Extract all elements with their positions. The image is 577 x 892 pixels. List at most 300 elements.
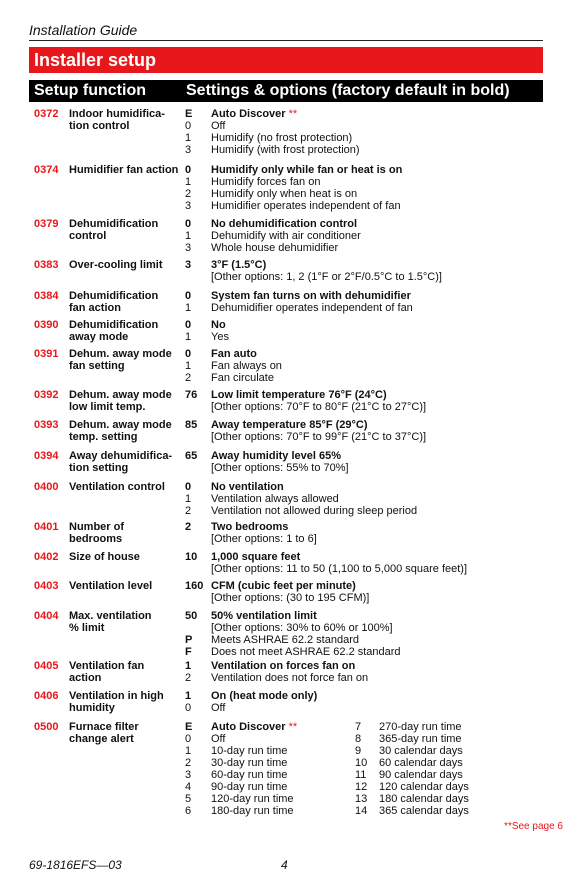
page-number: 4 [281, 858, 288, 872]
option-value [185, 271, 211, 283]
option-text [211, 757, 287, 769]
option-label: Meets ASHRAE 62.2 standard [211, 634, 359, 646]
option-line [185, 781, 355, 793]
option-value: 4 [185, 781, 192, 793]
option-value: 0 [185, 290, 192, 302]
setting-code: 0402 [34, 551, 59, 563]
function-line: Dehum. away mode [69, 389, 172, 401]
option-line [185, 242, 543, 254]
header-rule [29, 40, 543, 41]
setting-options [185, 319, 543, 343]
option-line [185, 745, 355, 757]
option-line [185, 200, 543, 212]
option-value: 2 [185, 505, 192, 517]
setting-options [185, 164, 543, 212]
option-label: Humidifier operates independent of fan [211, 200, 401, 212]
options-column-right [355, 721, 525, 817]
option-value: 1 [185, 360, 192, 372]
option-line [185, 505, 543, 517]
option-value: 76 [185, 389, 198, 401]
function-line: Ventilation in high [69, 690, 164, 702]
option-text [211, 108, 297, 120]
option-value [185, 563, 211, 575]
option-text [211, 144, 360, 156]
option-line [185, 372, 543, 384]
option-text [211, 331, 229, 343]
setting-options [185, 108, 543, 156]
option-line [185, 188, 543, 200]
function-line: action [69, 672, 102, 684]
option-value: 1 [185, 660, 192, 672]
function-line: Size of house [69, 551, 140, 563]
setting-options [185, 389, 543, 413]
option-value [185, 401, 211, 413]
option-line [185, 733, 355, 745]
function-line: Max. ventilation [69, 610, 152, 622]
option-text [211, 176, 320, 188]
setting-function [69, 290, 185, 314]
option-label: 180-day run time [211, 805, 294, 817]
option-text [379, 721, 462, 733]
option-label: 60-day run time [211, 769, 288, 781]
option-label: Humidify only while fan or heat is on [211, 164, 403, 176]
option-value: 2 [185, 672, 192, 684]
option-label: 1,000 square feet [211, 551, 301, 563]
option-value: 0 [185, 218, 192, 230]
option-label: [Other options: 11 to 50 (1,100 to 5,000 square feet)] [211, 563, 468, 575]
option-line [185, 108, 543, 120]
option-label: 365-day run time [379, 733, 462, 745]
option-value [185, 533, 211, 545]
option-line [185, 144, 543, 156]
option-value: 2 [185, 757, 192, 769]
option-label: Fan auto [211, 348, 257, 360]
setting-options [185, 218, 543, 254]
option-line [185, 634, 543, 646]
option-value: 3 [185, 259, 192, 271]
function-line: control [69, 230, 107, 242]
option-text [211, 721, 297, 733]
option-value: 85 [185, 419, 198, 431]
function-line: Dehum. away mode [69, 348, 172, 360]
option-line [185, 302, 543, 314]
setting-options [185, 580, 543, 604]
setting-code: 0390 [34, 319, 59, 331]
function-line: Dehum. away mode [69, 419, 172, 431]
option-label: 90-day run time [211, 781, 288, 793]
option-text [211, 372, 274, 384]
option-label: Two bedrooms [211, 521, 289, 533]
setting-row-0402 [29, 551, 543, 575]
setting-function [69, 580, 185, 604]
option-label: 365 calendar days [379, 805, 469, 817]
function-line: Over-cooling limit [69, 259, 163, 271]
setting-code: 0379 [34, 218, 59, 230]
option-text [211, 660, 355, 672]
option-text [211, 259, 266, 271]
option-value: 65 [185, 450, 198, 462]
option-line [185, 462, 543, 474]
option-line [185, 450, 543, 462]
option-text [211, 319, 226, 331]
option-line [185, 120, 543, 132]
option-value: 0 [185, 120, 192, 132]
footnote-marker: ** [288, 108, 298, 120]
option-line [185, 702, 543, 714]
option-text [211, 580, 356, 592]
option-value: 7 [355, 721, 362, 733]
option-line [185, 793, 355, 805]
option-line [185, 622, 543, 634]
option-text [211, 690, 317, 702]
option-label: Does not meet ASHRAE 62.2 standard [211, 646, 401, 658]
setting-row-0390 [29, 319, 543, 343]
option-text [211, 481, 284, 493]
option-value: 1 [185, 331, 192, 343]
option-value: 3 [185, 242, 192, 254]
option-text [211, 610, 317, 622]
option-line [185, 690, 543, 702]
setting-code: 0393 [34, 419, 59, 431]
option-text [211, 200, 401, 212]
setting-options [185, 610, 543, 658]
option-text [211, 360, 282, 372]
setting-code: 0400 [34, 481, 59, 493]
setting-function [69, 259, 185, 283]
option-value: 0 [185, 348, 192, 360]
setting-function [69, 218, 185, 254]
setting-options [185, 551, 543, 575]
option-value: 1 [185, 302, 192, 314]
option-line [185, 672, 543, 684]
option-label: Humidify (with frost protection) [211, 144, 360, 156]
setting-options [185, 259, 543, 283]
option-line [185, 551, 543, 563]
function-line: Dehumidification [69, 319, 159, 331]
option-line [355, 721, 525, 733]
option-value: 10 [355, 757, 368, 769]
setting-function [69, 610, 185, 658]
option-line [185, 610, 543, 622]
setting-row-0404 [29, 610, 543, 658]
setting-code: 0392 [34, 389, 59, 401]
option-text [211, 781, 287, 793]
option-text [211, 622, 393, 634]
option-text [379, 757, 463, 769]
option-line [185, 389, 543, 401]
setting-function [69, 721, 185, 817]
option-text [211, 431, 426, 443]
setting-function [69, 690, 185, 714]
option-value: 0 [185, 481, 192, 493]
function-line: tion setting [69, 462, 129, 474]
option-label: 180 calendar days [379, 793, 469, 805]
option-line [355, 805, 525, 817]
option-value: 1 [185, 690, 192, 702]
option-value: F [185, 646, 192, 658]
option-text [379, 745, 463, 757]
setting-options [185, 348, 543, 384]
option-label: 270-day run time [379, 721, 462, 733]
setting-function [69, 660, 185, 684]
option-text [211, 389, 387, 401]
option-line [185, 431, 543, 443]
option-text [211, 521, 288, 533]
setting-options [185, 721, 543, 817]
option-label: CFM (cubic feet per minute) [211, 580, 356, 592]
function-line: Furnace filter [69, 721, 139, 733]
option-text [379, 793, 469, 805]
option-line [185, 769, 355, 781]
option-line [185, 493, 543, 505]
option-line [355, 781, 525, 793]
option-label: 30 calendar days [379, 745, 463, 757]
option-line [185, 533, 543, 545]
option-label: Auto Discover [211, 108, 286, 120]
option-text [211, 672, 368, 684]
setting-options [185, 521, 543, 545]
footnote-marker: ** [288, 721, 298, 733]
option-label: 10-day run time [211, 745, 288, 757]
option-text [211, 592, 369, 604]
option-value: 50 [185, 610, 198, 622]
option-label: [Other options: (30 to 195 CFM)] [211, 592, 370, 604]
option-text [211, 242, 338, 254]
setting-code: 0384 [34, 290, 59, 302]
option-text [211, 348, 257, 360]
section-title: Installer setup [34, 50, 157, 70]
option-text [211, 769, 287, 781]
option-label: 50% ventilation limit [211, 610, 317, 622]
setting-code: 0383 [34, 259, 59, 271]
setting-row-0394 [29, 450, 543, 474]
option-value: 3 [185, 200, 192, 212]
option-value: 1 [185, 176, 192, 188]
setting-options [185, 290, 543, 314]
setting-code: 0500 [34, 721, 59, 733]
option-value: 14 [355, 805, 368, 817]
option-label: Humidify forces fan on [211, 176, 321, 188]
option-text [211, 290, 411, 302]
option-value [185, 462, 211, 474]
setting-code: 0394 [34, 450, 59, 462]
setting-function [69, 481, 185, 517]
options-column-left [185, 721, 355, 817]
option-value: 3 [185, 769, 192, 781]
option-text [211, 646, 401, 658]
option-label: [Other options: 70°F to 99°F (21°C to 37°C)] [211, 431, 427, 443]
option-label: Dehumidifier operates independent of fan [211, 302, 413, 314]
option-text [211, 401, 426, 413]
option-line [185, 563, 543, 575]
option-value: E [185, 721, 193, 733]
option-value: E [185, 108, 193, 120]
function-line: tion control [69, 120, 130, 132]
option-line [185, 290, 543, 302]
option-line [185, 401, 543, 413]
option-label: Ventilation not allowed during sleep period [211, 505, 418, 517]
option-line [185, 805, 355, 817]
setting-row-0393 [29, 419, 543, 443]
option-value: 10 [185, 551, 198, 563]
setting-code: 0405 [34, 660, 59, 672]
function-line: low limit temp. [69, 401, 146, 413]
option-text [211, 733, 225, 745]
option-line [185, 271, 543, 283]
setting-function [69, 164, 185, 212]
option-text [211, 551, 300, 563]
function-line: humidity [69, 702, 115, 714]
option-value: 2 [185, 521, 192, 533]
setting-row-0403 [29, 580, 543, 604]
option-line [185, 721, 355, 733]
option-line [185, 521, 543, 533]
option-text [211, 188, 357, 200]
option-label: Off [211, 120, 226, 132]
function-line: away mode [69, 331, 129, 343]
column-header-function: Setup function [34, 82, 146, 99]
option-text [211, 462, 349, 474]
option-text [379, 781, 469, 793]
option-value: 0 [185, 319, 192, 331]
function-line: Dehumidification [69, 218, 159, 230]
option-value: 1 [185, 132, 192, 144]
option-value: 13 [355, 793, 368, 805]
option-value [185, 622, 211, 634]
option-value: 11 [355, 769, 367, 781]
setting-row-0400 [29, 481, 543, 517]
option-label: 3°F (1.5°C) [211, 259, 267, 271]
function-line: change alert [69, 733, 134, 745]
setting-function [69, 419, 185, 443]
option-value: 9 [355, 745, 362, 757]
option-label: [Other options: 1, 2 (1°F or 2°F/0.5°C to 1.5°C)] [211, 271, 442, 283]
option-label: 90 calendar days [379, 769, 463, 781]
column-header-settings: Settings & options (factory default in bold) [186, 82, 510, 99]
option-label: Auto Discover [211, 721, 286, 733]
option-label: [Other options: 1 to 6] [211, 533, 317, 545]
option-value: 12 [355, 781, 368, 793]
option-value: 1 [185, 230, 192, 242]
option-label: 120-day run time [211, 793, 294, 805]
setting-function [69, 551, 185, 575]
option-label: Away humidity level 65% [211, 450, 342, 462]
option-label: [Other options: 55% to 70%] [211, 462, 349, 474]
option-text [211, 745, 287, 757]
option-text [211, 218, 357, 230]
setting-row-0383 [29, 259, 543, 283]
function-line: Number of [69, 521, 124, 533]
option-text [211, 634, 359, 646]
option-line [185, 360, 543, 372]
function-line: Humidifier fan action [69, 164, 179, 176]
setting-row-0401 [29, 521, 543, 545]
option-line [185, 580, 543, 592]
option-label: Yes [211, 331, 229, 343]
option-label: Humidify (no frost protection) [211, 132, 353, 144]
option-line [185, 176, 543, 188]
setting-code: 0372 [34, 108, 59, 120]
function-line: Away dehumidifica- [69, 450, 173, 462]
option-text [211, 793, 294, 805]
option-text [211, 271, 442, 283]
setting-options [185, 481, 543, 517]
option-text [211, 702, 225, 714]
setting-function [69, 108, 185, 156]
option-label: No dehumidification control [211, 218, 358, 230]
option-line [185, 132, 543, 144]
option-label: System fan turns on with dehumidifier [211, 290, 411, 302]
option-value: 0 [185, 733, 192, 745]
option-text [379, 733, 462, 745]
setting-options [185, 419, 543, 443]
option-value: 160 [185, 580, 204, 592]
option-line [355, 733, 525, 745]
setting-code: 0391 [34, 348, 59, 360]
option-text [211, 230, 361, 242]
option-line [185, 660, 543, 672]
option-label: 60 calendar days [379, 757, 463, 769]
function-line: Ventilation fan [69, 660, 145, 672]
option-value [185, 592, 211, 604]
setting-code: 0404 [34, 610, 59, 622]
document-number: 69-1816EFS—03 [29, 858, 122, 872]
option-line [355, 769, 525, 781]
option-value: 2 [185, 372, 192, 384]
option-line [185, 348, 543, 360]
option-text [211, 120, 225, 132]
function-line: Indoor humidifica- [69, 108, 165, 120]
option-label: Fan circulate [211, 372, 274, 384]
option-text [379, 769, 463, 781]
setting-row-0405 [29, 660, 543, 684]
option-label: No ventilation [211, 481, 284, 493]
setting-row-0372 [29, 108, 543, 156]
option-value: 6 [185, 805, 192, 817]
option-value: 0 [185, 164, 192, 176]
option-label: [Other options: 70°F to 80°F (21°C to 27°C)] [211, 401, 427, 413]
option-label: Ventilation always allowed [211, 493, 339, 505]
setting-row-0392 [29, 389, 543, 413]
section-banner [29, 47, 543, 73]
setting-code: 0374 [34, 164, 59, 176]
setting-row-0379 [29, 218, 543, 254]
function-line: bedrooms [69, 533, 123, 545]
option-value [185, 431, 211, 443]
option-value: 5 [185, 793, 192, 805]
option-label: No [211, 319, 226, 331]
option-label: Whole house dehumidifier [211, 242, 339, 254]
function-line: % limit [69, 622, 105, 634]
function-line: Dehumidification [69, 290, 159, 302]
option-line [355, 793, 525, 805]
setting-function [69, 450, 185, 474]
setting-code: 0406 [34, 690, 59, 702]
option-line [185, 259, 543, 271]
option-text [211, 132, 352, 144]
option-label: 120 calendar days [379, 781, 469, 793]
setting-row-0384 [29, 290, 543, 314]
setting-function [69, 521, 185, 545]
option-line [185, 481, 543, 493]
option-label: Low limit temperature 76°F (24°C) [211, 389, 387, 401]
setting-function [69, 389, 185, 413]
function-line: Ventilation level [69, 580, 153, 592]
option-label: Ventilation on forces fan on [211, 660, 356, 672]
option-line [185, 331, 543, 343]
option-label: Away temperature 85°F (29°C) [211, 419, 368, 431]
option-value: 3 [185, 144, 192, 156]
